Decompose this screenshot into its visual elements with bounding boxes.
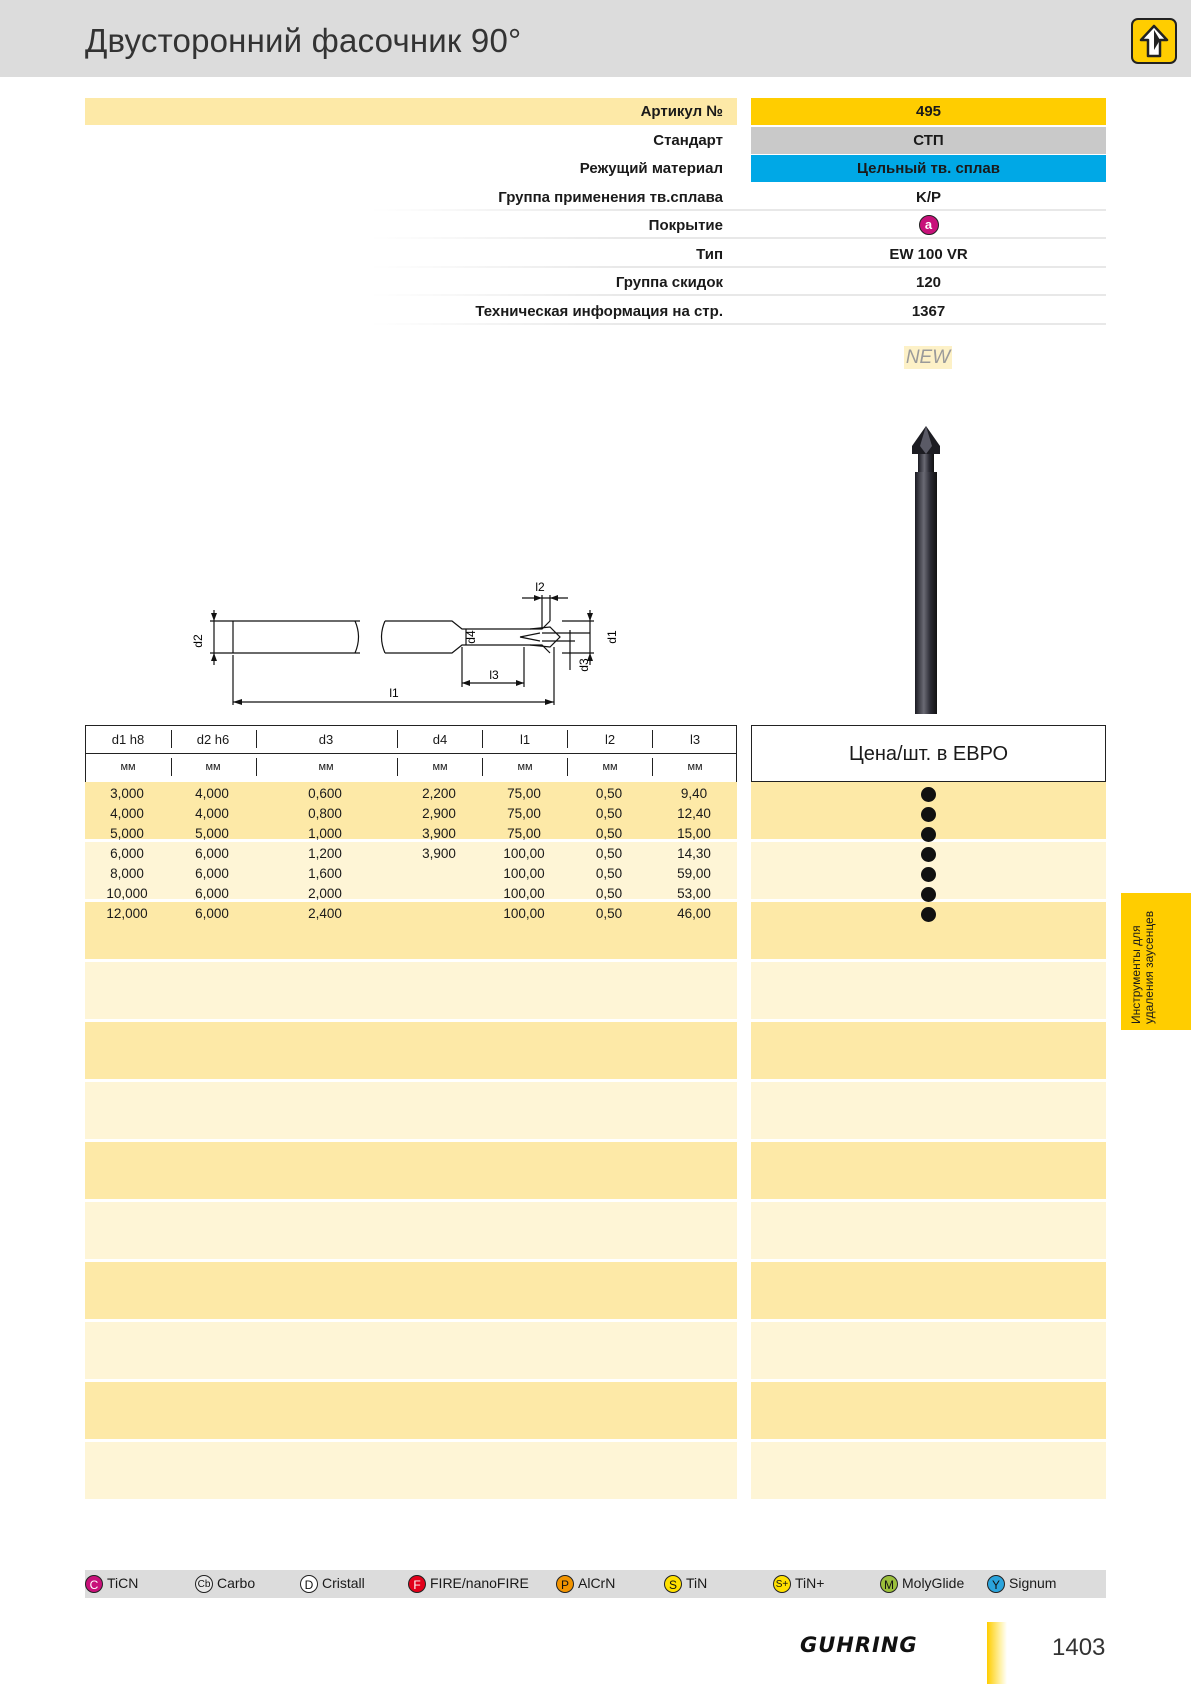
drawing-label-l1: l1: [389, 686, 399, 700]
legend-label: Signum: [1009, 1575, 1057, 1591]
table-band: [751, 1142, 1106, 1199]
column-divider: [171, 758, 172, 776]
table-cell: 3,900: [422, 826, 456, 841]
drawing-label-d2: d2: [191, 634, 205, 648]
table-cell: 100,00: [503, 906, 545, 921]
table-band: [751, 1442, 1106, 1499]
coating-symbol-icon: Cb: [195, 1575, 213, 1593]
table-cell: 75,00: [507, 826, 541, 841]
legend-item: [300, 1575, 365, 1593]
spec-label: Режущий материал: [579, 160, 723, 177]
table-cell: 0,50: [595, 806, 623, 821]
legend-item: [556, 1575, 615, 1593]
legend-item: [987, 1575, 1056, 1593]
table-cell: 6,000: [110, 846, 144, 861]
table-cell: 2,000: [308, 886, 342, 901]
spec-value: EW 100 VR: [889, 246, 968, 263]
table-row: [85, 784, 737, 804]
table-band: [751, 1022, 1106, 1079]
coating-symbol-icon: F: [408, 1575, 426, 1593]
table-band: [85, 1082, 737, 1139]
table-cell: 6,000: [195, 906, 229, 921]
spec-label: Стандарт: [653, 132, 723, 149]
technical-drawing: [190, 575, 640, 715]
table-cell: 2,900: [422, 806, 456, 821]
coating-symbol-icon: P: [556, 1575, 574, 1593]
spec-row: [0, 155, 1191, 182]
chamfer-tool-icon: [1131, 18, 1177, 64]
spec-value: K/P: [915, 189, 941, 206]
column-header: l2: [604, 732, 616, 747]
spec-value: 495: [751, 98, 1106, 125]
column-header: d2 h6: [196, 732, 230, 747]
drawing-label-d4: d4: [464, 630, 478, 644]
legend-label: TiCN: [107, 1575, 139, 1591]
column-divider: [256, 758, 257, 776]
table-cell: 4,000: [195, 786, 229, 801]
spec-label: Группа скидок: [615, 274, 723, 291]
drawing-label-d1: d1: [605, 630, 619, 644]
table-cell: 0,50: [595, 906, 623, 921]
table-cell: 4,000: [195, 806, 229, 821]
column-divider: [567, 730, 568, 748]
table-cell: 2,400: [308, 906, 342, 921]
table-cell: 100,00: [503, 846, 545, 861]
spec-value: Цельный тв. сплав: [751, 155, 1106, 182]
column-unit: мм: [120, 761, 136, 773]
legend-item: [664, 1575, 707, 1593]
table-band: [85, 1442, 737, 1499]
new-badge: NEW: [905, 347, 951, 368]
availability-dot: [921, 907, 936, 922]
table-cell: 59,00: [677, 866, 711, 881]
table-row: [85, 824, 737, 844]
column-unit: мм: [432, 761, 448, 773]
column-divider: [567, 758, 568, 776]
table-cell: 0,50: [595, 786, 623, 801]
column-divider: [397, 758, 398, 776]
table-band: [751, 1382, 1106, 1439]
spec-row: [0, 298, 1191, 325]
spec-value: [751, 212, 1106, 239]
page-header: [0, 0, 1191, 77]
column-divider: [397, 730, 398, 748]
spec-row: [0, 127, 1191, 154]
availability-dot: [921, 887, 936, 902]
spec-row: [0, 269, 1191, 296]
spec-label: Артикул №: [640, 103, 723, 120]
side-tab-label: Инструменты для удаления заусенцев: [1129, 910, 1156, 1024]
column-header: l1: [519, 732, 531, 747]
coating-legend: [85, 1570, 1106, 1598]
table-cell: 6,000: [195, 846, 229, 861]
table-cell: 46,00: [677, 906, 711, 921]
table-cell: 0,50: [595, 866, 623, 881]
table-cell: 15,00: [677, 826, 711, 841]
table-band: [85, 1382, 737, 1439]
table-cell: 6,000: [195, 866, 229, 881]
table-band: [85, 962, 737, 1019]
table-cell: 75,00: [507, 786, 541, 801]
table-cell: 1,200: [308, 846, 342, 861]
table-band: [751, 962, 1106, 1019]
column-header: d4: [432, 732, 448, 747]
table-cell: 4,000: [110, 806, 144, 821]
page-title: Двусторонний фасочник 90°: [85, 22, 522, 59]
table-band: [85, 1022, 737, 1079]
column-unit: мм: [205, 761, 221, 773]
table-cell: 2,200: [422, 786, 456, 801]
coating-symbol-icon: M: [880, 1575, 898, 1593]
column-divider: [482, 730, 483, 748]
legend-item: [85, 1575, 138, 1593]
table-band: [751, 1082, 1106, 1139]
column-unit: мм: [602, 761, 618, 773]
table-cell: 0,800: [308, 806, 342, 821]
table-cell: 10,000: [106, 886, 148, 901]
column-divider: [652, 730, 653, 748]
table-band: [85, 1142, 737, 1199]
table-cell: 12,000: [106, 906, 148, 921]
legend-item: [408, 1575, 529, 1593]
legend-label: TiN+: [795, 1575, 825, 1591]
spec-value: СТП: [751, 127, 1106, 154]
table-band: [85, 1262, 737, 1319]
legend-label: AlCrN: [578, 1575, 616, 1591]
column-divider: [482, 758, 483, 776]
table-cell: 100,00: [503, 866, 545, 881]
column-divider: [256, 730, 257, 748]
availability-dot: [921, 847, 936, 862]
table-cell: 100,00: [503, 886, 545, 901]
column-unit: мм: [318, 761, 334, 773]
table-cell: 8,000: [110, 866, 144, 881]
column-divider: [171, 730, 172, 748]
footer-accent-bar: [987, 1622, 1007, 1684]
table-cell: 0,50: [595, 846, 623, 861]
table-cell: 3,900: [422, 846, 456, 861]
table-cell: 5,000: [195, 826, 229, 841]
legend-item: [773, 1575, 824, 1593]
table-row: [85, 904, 737, 924]
legend-label: Carbo: [217, 1575, 256, 1591]
page-number: 1403: [1052, 1634, 1106, 1661]
column-header: d1 h8: [111, 732, 145, 747]
table-cell: 9,40: [680, 786, 708, 801]
availability-dot: [921, 787, 936, 802]
spec-row: [0, 212, 1191, 239]
column-unit: мм: [687, 761, 703, 773]
column-unit: мм: [517, 761, 533, 773]
table-row: [85, 864, 737, 884]
legend-label: Cristall: [322, 1575, 365, 1591]
spec-value: 120: [915, 274, 942, 291]
column-divider: [652, 758, 653, 776]
table-row: [85, 844, 737, 864]
availability-dot: [921, 827, 936, 842]
coating-symbol-icon: S: [664, 1575, 682, 1593]
availability-dot: [921, 807, 936, 822]
table-cell: 0,50: [595, 826, 623, 841]
column-header: l3: [689, 732, 701, 747]
spec-label: Покрытие: [648, 217, 723, 234]
table-cell: 75,00: [507, 806, 541, 821]
table-row: [85, 884, 737, 904]
tool-photo: [906, 420, 946, 715]
spec-row: [0, 184, 1191, 211]
spec-row: [0, 241, 1191, 268]
table-cell: 1,600: [308, 866, 342, 881]
table-band: [85, 1202, 737, 1259]
table-cell: 1,000: [308, 826, 342, 841]
table-band: [751, 1202, 1106, 1259]
availability-dot: [921, 867, 936, 882]
table-cell: 3,000: [110, 786, 144, 801]
spec-label: Техническая информация на стр.: [475, 303, 723, 320]
coating-symbol-icon: C: [85, 1575, 103, 1593]
spec-row: [0, 98, 1191, 125]
table-cell: 53,00: [677, 886, 711, 901]
brand-logo: GUHRING: [800, 1633, 918, 1657]
dimension-table-header: [85, 725, 737, 783]
table-row: [85, 804, 737, 824]
legend-item: [880, 1575, 964, 1593]
table-cell: 0,600: [308, 786, 342, 801]
table-cell: 6,000: [195, 886, 229, 901]
price-header: Цена/шт. в ЕВРО: [751, 725, 1106, 782]
spec-label: Тип: [696, 246, 723, 263]
legend-label: FIRE/nanoFIRE: [430, 1575, 529, 1591]
spec-label: Группа применения тв.сплава: [498, 189, 723, 206]
legend-label: MolyGlide: [902, 1575, 965, 1591]
drawing-label-d3: d3: [577, 658, 591, 672]
table-band: [85, 1322, 737, 1379]
coating-symbol-icon: Y: [987, 1575, 1005, 1593]
table-cell: 5,000: [110, 826, 144, 841]
drawing-label-l2: l2: [535, 580, 545, 594]
drawing-label-l3: l3: [489, 668, 499, 682]
table-band: [751, 1322, 1106, 1379]
table-cell: 14,30: [677, 846, 711, 861]
column-header: d3: [318, 732, 334, 747]
coating-symbol-icon: D: [300, 1575, 318, 1593]
legend-label: TiN: [686, 1575, 708, 1591]
coating-symbol-icon: S+: [773, 1575, 791, 1593]
table-cell: 12,40: [677, 806, 711, 821]
table-cell: 0,50: [595, 886, 623, 901]
spec-value: 1367: [911, 303, 946, 320]
coating-a-icon: a: [919, 215, 939, 235]
legend-item: [195, 1575, 255, 1593]
table-band: [751, 1262, 1106, 1319]
